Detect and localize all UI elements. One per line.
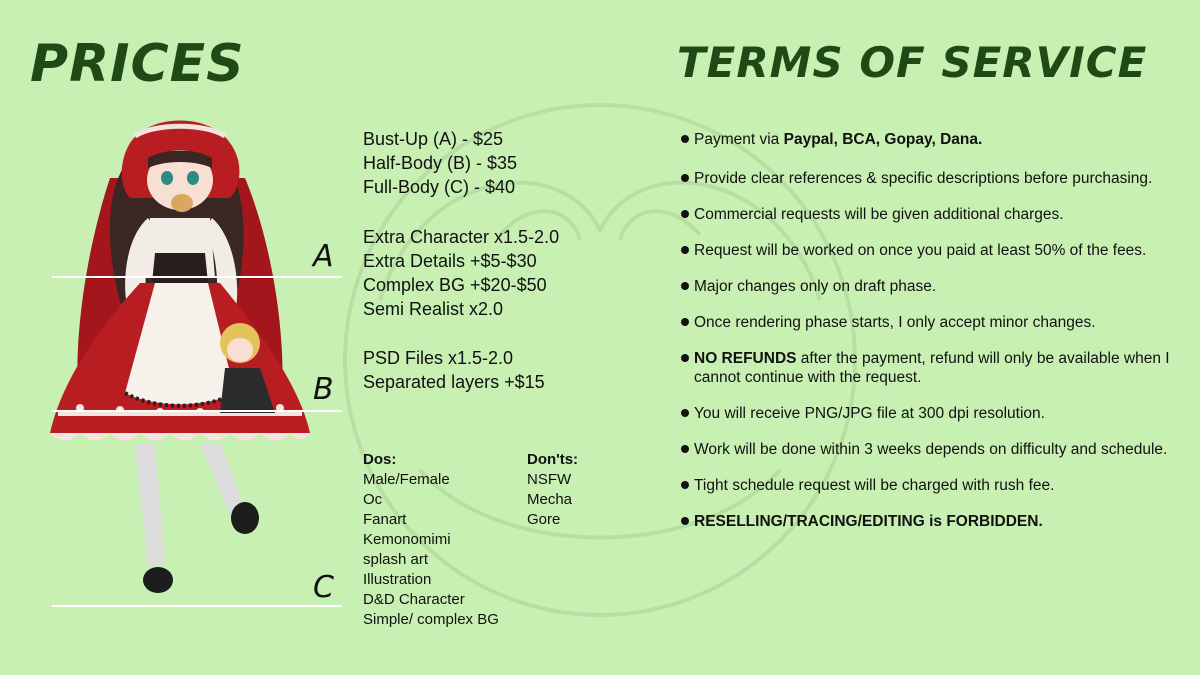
- character-illustration: [30, 118, 330, 618]
- bust-up-guide-line: [52, 276, 342, 278]
- tos-item: You will receive PNG/JPG file at 300 dpi resolution.: [680, 404, 1180, 423]
- size-marker-c: C: [313, 570, 334, 605]
- list-item: Oc: [363, 491, 383, 508]
- donts-list: [527, 450, 578, 530]
- list-item: Illustration: [363, 571, 432, 588]
- price-item: Semi Realist x2.0: [363, 299, 504, 319]
- list-item: Gore: [527, 511, 561, 528]
- dos-heading: Dos:: [363, 451, 397, 468]
- tos-item: NO REFUNDS after the payment, refund will only be available when I cannot continue with the request.: [680, 349, 1180, 387]
- tos-item: Payment via Paypal, BCA, Gopay, Dana.: [680, 130, 1180, 149]
- extra-prices: [363, 225, 559, 321]
- dos-list: [363, 450, 499, 630]
- half-body-guide-line: [52, 410, 342, 412]
- tos-list: [680, 130, 1180, 531]
- tos-item: Provide clear references & specific descriptions before purchasing.: [680, 169, 1180, 188]
- price-item: Bust-Up (A) - $25: [363, 129, 504, 149]
- tos-item: Request will be worked on once you paid at least 50% of the fees.: [680, 241, 1180, 260]
- list-item: Male/Female: [363, 471, 450, 488]
- tos-title: TERMS OF SERVICE: [677, 38, 1148, 87]
- price-item: Extra Details +$5-$30: [363, 251, 537, 271]
- list-item: Simple/ complex BG: [363, 611, 499, 628]
- price-item: Separated layers +$15: [363, 372, 545, 392]
- size-marker-b: B: [313, 372, 334, 407]
- tos-item: Tight schedule request will be charged with rush fee.: [680, 476, 1180, 495]
- prices-title: PRICES: [30, 34, 245, 94]
- tos-item: RESELLING/TRACING/EDITING is FORBIDDEN.: [680, 512, 1180, 531]
- price-item: PSD Files x1.5-2.0: [363, 348, 514, 368]
- list-item: Mecha: [527, 491, 573, 508]
- list-item: D&D Character: [363, 591, 465, 608]
- tos-item: Major changes only on draft phase.: [680, 277, 1180, 296]
- list-item: Fanart: [363, 511, 407, 528]
- price-item: Complex BG +$20-$50: [363, 275, 547, 295]
- base-prices: [363, 127, 517, 199]
- full-body-guide-line: [52, 605, 342, 607]
- list-item: splash art: [363, 551, 429, 568]
- tos-item: Work will be done within 3 weeks depends on difficulty and schedule.: [680, 440, 1180, 459]
- price-item: Extra Character x1.5-2.0: [363, 227, 560, 247]
- file-prices: [363, 346, 545, 394]
- price-item: Full-Body (C) - $40: [363, 177, 516, 197]
- tos-item: Commercial requests will be given additional charges.: [680, 205, 1180, 224]
- donts-heading: Don'ts:: [527, 451, 579, 468]
- price-item: Half-Body (B) - $35: [363, 153, 518, 173]
- list-item: Kemonomimi: [363, 531, 451, 548]
- list-item: NSFW: [527, 471, 572, 488]
- tos-item: Once rendering phase starts, I only accept minor changes.: [680, 313, 1180, 332]
- size-marker-a: A: [313, 239, 334, 274]
